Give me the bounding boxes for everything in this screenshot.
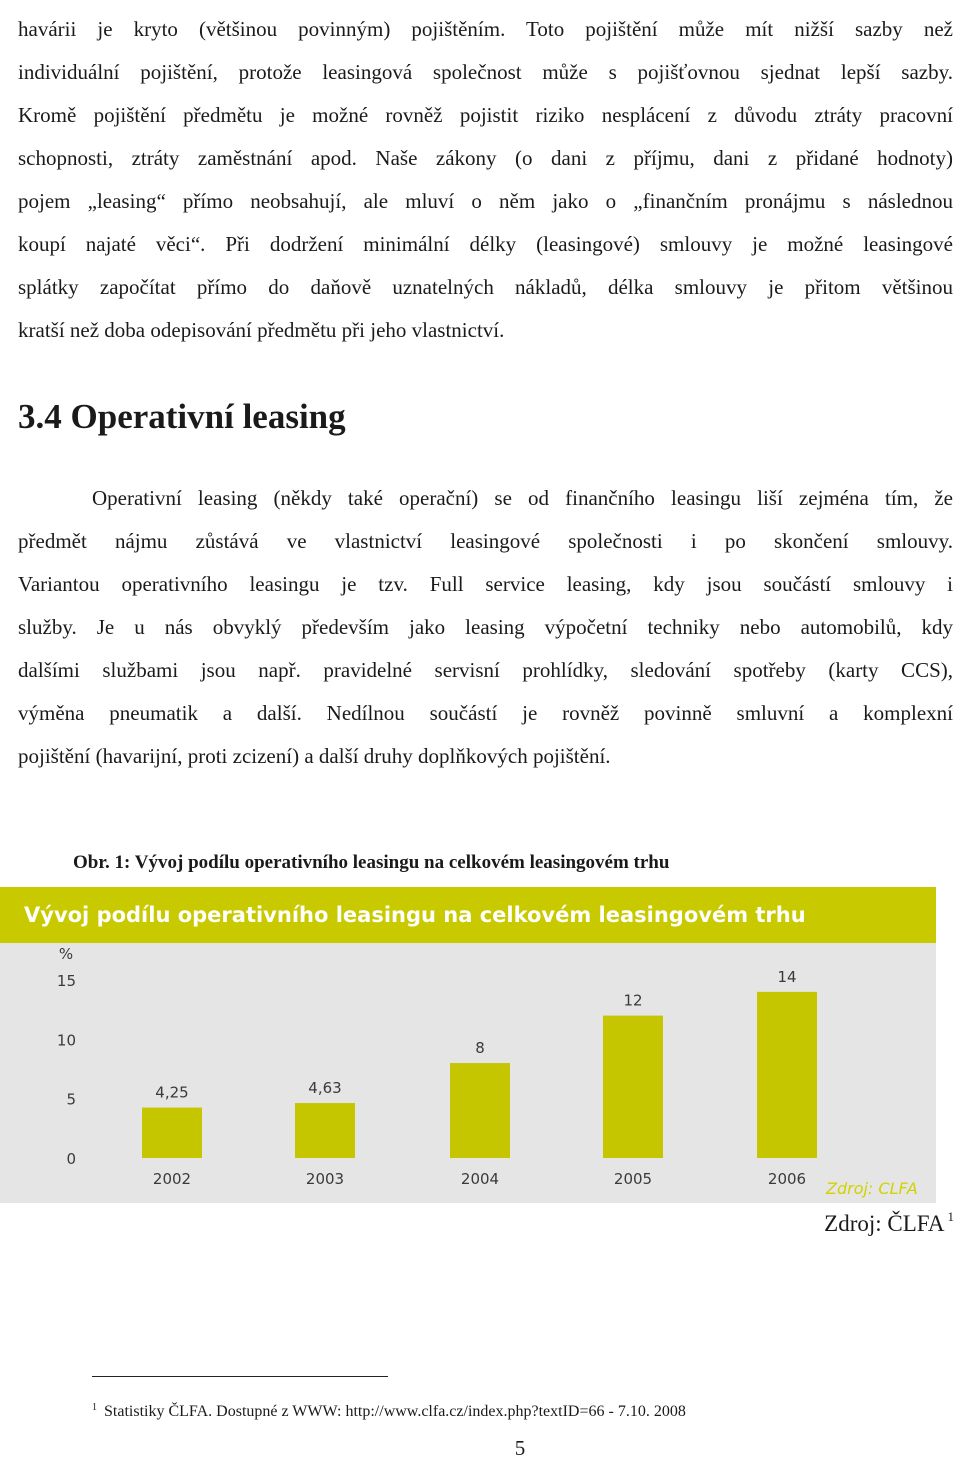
bar xyxy=(757,992,817,1158)
x-tick-label: 2006 xyxy=(767,1170,807,1188)
body-text-line: koupí najaté věci“. Při dodržení minimální délky (leasingové) smlouvy je možné leasingové xyxy=(18,232,953,256)
bar xyxy=(295,1103,355,1158)
bar-value-label: 4,63 xyxy=(308,1079,342,1098)
x-tick-label: 2002 xyxy=(152,1170,192,1188)
bar-value-label: 8 xyxy=(475,1039,485,1058)
bar-value-label: 4,25 xyxy=(155,1083,189,1102)
body-text-line: dalšími službami jsou např. pravidelné servisní prohlídky, sledování spotřeby (karty CCS), xyxy=(18,658,953,682)
x-tick-label: 2003 xyxy=(305,1170,345,1188)
body-text-line: Variantou operativního leasingu je tzv. Full service leasing, kdy jsou součástí smlouvy i xyxy=(18,572,953,596)
chart-source-watermark: Zdroj: CLFA xyxy=(826,1179,918,1198)
figure-caption: Obr. 1: Vývoj podílu operativního leasingu na celkovém leasingovém trhu xyxy=(73,852,670,873)
body-text-line: kratší než doba odepisování předmětu při jeho vlastnictví. xyxy=(18,318,505,342)
body-text-line: Operativní leasing (někdy také operační) se od finančního leasingu liší zejména tím, že xyxy=(92,486,953,510)
bar-value-label: 14 xyxy=(777,967,797,986)
page-number: 5 xyxy=(514,1436,526,1460)
footnote-number: 1 xyxy=(92,1402,97,1413)
x-tick-label: 2005 xyxy=(613,1170,653,1188)
figure-source xyxy=(824,1209,954,1242)
bar xyxy=(450,1063,510,1158)
body-text-line: individuální pojištění, protože leasingová společnost může s pojišťovnou sjednat lepší sazby. xyxy=(18,60,953,84)
bar xyxy=(603,1016,663,1158)
body-text-line: výměna pneumatik a další. Nedílnou součástí je rovněž povinně smluvní a komplexní xyxy=(18,701,953,725)
bar-chart xyxy=(0,887,936,1203)
x-tick-label: 2004 xyxy=(460,1170,500,1188)
body-text-line: splátky započítat přímo do daňově uznatelných nákladů, délka smlouvy je přitom většinou xyxy=(18,275,953,299)
y-tick-label: 5 xyxy=(66,1090,76,1109)
y-tick-label: 15 xyxy=(56,972,76,990)
y-tick-label: 10 xyxy=(56,1031,76,1050)
footnote-rule xyxy=(92,1376,388,1377)
section-heading: 3.4 Operativní leasing xyxy=(18,397,346,436)
y-tick-label: 0 xyxy=(66,1150,76,1168)
footnote xyxy=(92,1401,686,1425)
body-text-line: schopnosti, ztráty zaměstnání apod. Naše zákony (o dani z příjmu, dani z přidané hodnoty) xyxy=(18,146,953,170)
y-axis-unit: % xyxy=(58,945,74,963)
body-text-line: pojištění (havarijní, proti zcizení) a další druhy doplňkových pojištění. xyxy=(18,744,611,768)
body-text-line: Kromě pojištění předmětu je možné rovněž pojistit riziko nesplácení z důvodu ztráty pracovní xyxy=(18,103,953,127)
bar-chart-figure xyxy=(0,887,936,1203)
body-text-line: služby. Je u nás obvyklý především jako leasing výpočetní techniky nebo automobilů, kdy xyxy=(18,615,953,639)
body-text-line: pojem „leasing“ přímo neobsahují, ale mluví o něm jako o „finančním pronájmu s následnou xyxy=(18,189,953,213)
body-text-line: předmět nájmu zůstává ve vlastnictví leasingové společnosti i po skončení smlouvy. xyxy=(18,529,953,553)
body-text-line: havárii je kryto (většinou povinným) pojištěním. Toto pojištění může mít nižší sazby než xyxy=(18,17,953,41)
bar-value-label: 12 xyxy=(623,991,643,1010)
footnote-reference: 1 xyxy=(947,1209,954,1224)
bar xyxy=(142,1108,202,1158)
figure-source-label: Zdroj: ČLFA xyxy=(824,1211,945,1236)
footnote-text: Statistiky ČLFA. Dostupné z WWW: http://www.clfa.cz/index.php?textID=66 - 7.10. 2008 xyxy=(104,1403,686,1420)
chart-title: Vývoj podílu operativního leasingu na celkovém leasingovém trhu xyxy=(24,903,806,927)
